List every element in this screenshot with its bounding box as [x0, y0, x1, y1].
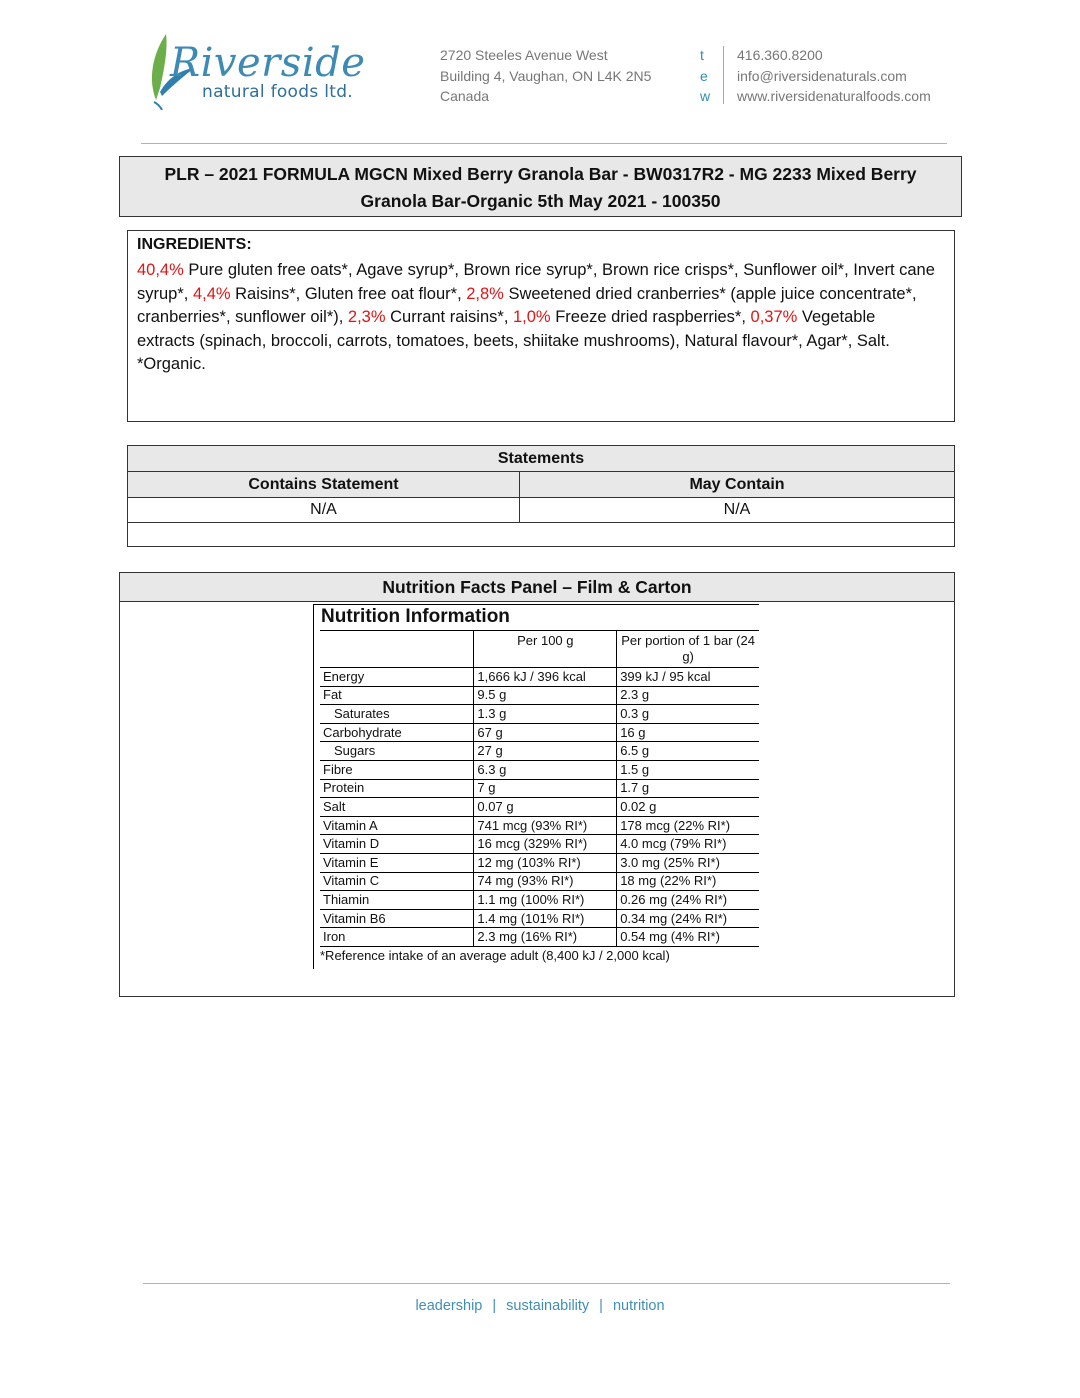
may-contain-header: May Contain [689, 475, 785, 493]
per-portion-value: 18 mg (22% RI*) [617, 872, 759, 891]
per-portion-value: 1.5 g [617, 760, 759, 779]
per-portion-value: 0.26 mg (24% RI*) [617, 891, 759, 910]
contains-statement-value: N/A [128, 498, 520, 522]
label-border [313, 604, 759, 605]
per-100g-value: 67 g [474, 723, 617, 742]
per-portion-header: Per portion of 1 bar (24 g) [617, 631, 759, 668]
company-logo [138, 30, 378, 110]
contact-label-web: w [700, 88, 711, 104]
nutrition-footnote: *Reference intake of an average adult (8,400 kJ / 2,000 kcal) [320, 948, 670, 963]
website-link[interactable]: www.riversidenaturalfoods.com [737, 88, 931, 104]
table-row [320, 909, 759, 928]
nutrient-name: Protein [320, 779, 474, 798]
table-row [320, 779, 759, 798]
nutrition-table [320, 630, 759, 947]
statements-header-row [128, 446, 954, 472]
ingredients-text [137, 259, 937, 377]
nutrition-panel-title: Nutrition Facts Panel – Film & Carton [120, 573, 954, 602]
nutrition-label-title: Nutrition Information [321, 606, 510, 627]
per-100g-value: 2.3 mg (16% RI*) [474, 928, 617, 947]
nutrition-header-row [320, 631, 759, 668]
percent-value: 2,3% [347, 308, 386, 326]
percent-value: 2,8% [466, 284, 504, 303]
footer-tagline [0, 1298, 1080, 1314]
statements-title: Statements [497, 449, 585, 467]
email-link[interactable]: info@riversidenaturals.com [737, 67, 907, 84]
per-portion-value: 0.54 mg (4% RI*) [617, 928, 759, 947]
table-row [320, 798, 759, 817]
ingredient-run: Sweetened dried cranberries* (apple juice concentrate*, cranberries*, sunflower oil*), [137, 284, 917, 326]
table-row [320, 835, 759, 854]
contact-labels [700, 45, 710, 107]
phone-number: 416.360.8200 [737, 47, 823, 63]
per-100g-value: 12 mg (103% RI*) [474, 853, 617, 872]
per-portion-value: 16 g [617, 723, 759, 742]
per-portion-value: 3.0 mg (25% RI*) [617, 853, 759, 872]
ingredient-run: Raisins*, Gluten free oat flour*, [230, 284, 467, 303]
percent-value: 40,4% [137, 261, 184, 279]
per-100g-header: Per 100 g [474, 631, 617, 668]
footer-item: sustainability [506, 1298, 590, 1314]
per-portion-value: 399 kJ / 95 kcal [617, 668, 759, 687]
nutrient-name: Saturates [320, 705, 474, 724]
nutrient-name: Fat [320, 686, 474, 705]
table-row [320, 891, 759, 910]
nutrient-name: Thiamin [320, 891, 474, 910]
per-100g-value: 16 mcg (329% RI*) [474, 835, 617, 854]
may-contain-value: N/A [723, 501, 751, 518]
ingredient-run: Pure gluten free oats*, Agave syrup*, Brown rice syrup*, Brown rice crisps*, Sunflower oil*, Invert cane syrup*, [137, 261, 935, 303]
table-row [320, 668, 759, 687]
statements-value-row [128, 498, 954, 523]
nutrition-label [313, 604, 759, 969]
footer-separator: | [492, 1298, 497, 1314]
table-row [320, 723, 759, 742]
nutrient-name: Fibre [320, 760, 474, 779]
nutrient-name: Vitamin E [320, 853, 474, 872]
per-portion-value: 178 mcg (22% RI*) [617, 816, 759, 835]
ingredient-run: Vegetable extracts (spinach, broccoli, carrots, tomatoes, beets, shiitake mushrooms), Natural flavour*, Agar*, Salt. [137, 308, 890, 350]
contact-divider [723, 46, 724, 104]
per-portion-value: 1.7 g [617, 779, 759, 798]
percent-value: 4,4% [192, 284, 231, 303]
per-portion-value: 2.3 g [617, 686, 759, 705]
address-line: Canada [440, 88, 490, 104]
footer-separator: | [599, 1298, 603, 1314]
nutrient-name: Vitamin A [320, 816, 474, 835]
footer-item: leadership [415, 1298, 483, 1314]
statements-table [127, 445, 955, 547]
per-100g-value: 9.5 g [474, 686, 617, 705]
per-portion-value: 4.0 mcg (79% RI*) [617, 835, 759, 854]
address-line: Building 4, Vaughan, ON L4K 2N5 [440, 67, 652, 84]
nutrient-name: Vitamin C [320, 872, 474, 891]
ingredients-heading: INGREDIENTS: [137, 236, 252, 253]
contains-statement-header: Contains Statement [128, 472, 520, 497]
table-row [320, 816, 759, 835]
footer-item: nutrition [612, 1298, 665, 1314]
per-100g-value: 74 mg (93% RI*) [474, 872, 617, 891]
nutrient-name: Salt [320, 798, 474, 817]
table-row [320, 760, 759, 779]
company-address [440, 45, 651, 107]
per-100g-value: 1,666 kJ / 396 kcal [474, 668, 617, 687]
per-100g-value: 0.07 g [474, 798, 617, 817]
document-title: PLR – 2021 FORMULA MGCN Mixed Berry Granola Bar - BW0317R2 - MG 2233 Mixed Berry Granola Bar-Organic 5th May 2021 - 100350 [164, 164, 917, 211]
logo-wordmark: Riverside [170, 40, 366, 86]
nutrient-name: Energy [320, 668, 474, 687]
contact-label-phone: t [700, 47, 704, 63]
contact-info [737, 45, 931, 107]
nutrient-name: Vitamin B6 [320, 909, 474, 928]
per-100g-value: 27 g [474, 742, 617, 761]
per-portion-value: 6.5 g [617, 742, 759, 761]
table-row [320, 705, 759, 724]
ingredient-run: Currant raisins*, [385, 308, 513, 326]
per-100g-value: 741 mcg (93% RI*) [474, 816, 617, 835]
nutrient-column-header [320, 631, 474, 668]
per-100g-value: 6.3 g [474, 760, 617, 779]
table-row [320, 872, 759, 891]
per-100g-value: 1.3 g [474, 705, 617, 724]
percent-value: 0,37% [750, 308, 798, 326]
organic-note: *Organic. [137, 355, 206, 373]
table-row [320, 686, 759, 705]
nutrient-name: Iron [320, 928, 474, 947]
per-portion-value: 0.02 g [617, 798, 759, 817]
nutrient-name: Carbohydrate [320, 723, 474, 742]
nutrient-name: Sugars [320, 742, 474, 761]
contact-label-email: e [700, 67, 708, 84]
table-row [320, 928, 759, 947]
per-100g-value: 1.4 mg (101% RI*) [474, 909, 617, 928]
logo-subtitle: natural foods ltd. [202, 82, 353, 102]
table-row [320, 853, 759, 872]
statements-column-row [128, 472, 954, 498]
nutrient-name: Vitamin D [320, 835, 474, 854]
table-row [320, 742, 759, 761]
ingredient-run: Freeze dried raspberries*, [550, 308, 751, 326]
document-title-box [119, 156, 962, 217]
header-divider [141, 143, 947, 144]
label-border [313, 604, 314, 969]
per-portion-value: 0.34 mg (24% RI*) [617, 909, 759, 928]
per-portion-value: 0.3 g [617, 705, 759, 724]
footer-divider [143, 1283, 950, 1284]
per-100g-value: 7 g [474, 779, 617, 798]
percent-value: 1,0% [513, 308, 551, 326]
ingredients-box [127, 230, 955, 422]
address-line: 2720 Steeles Avenue West [440, 47, 608, 63]
per-100g-value: 1.1 mg (100% RI*) [474, 891, 617, 910]
